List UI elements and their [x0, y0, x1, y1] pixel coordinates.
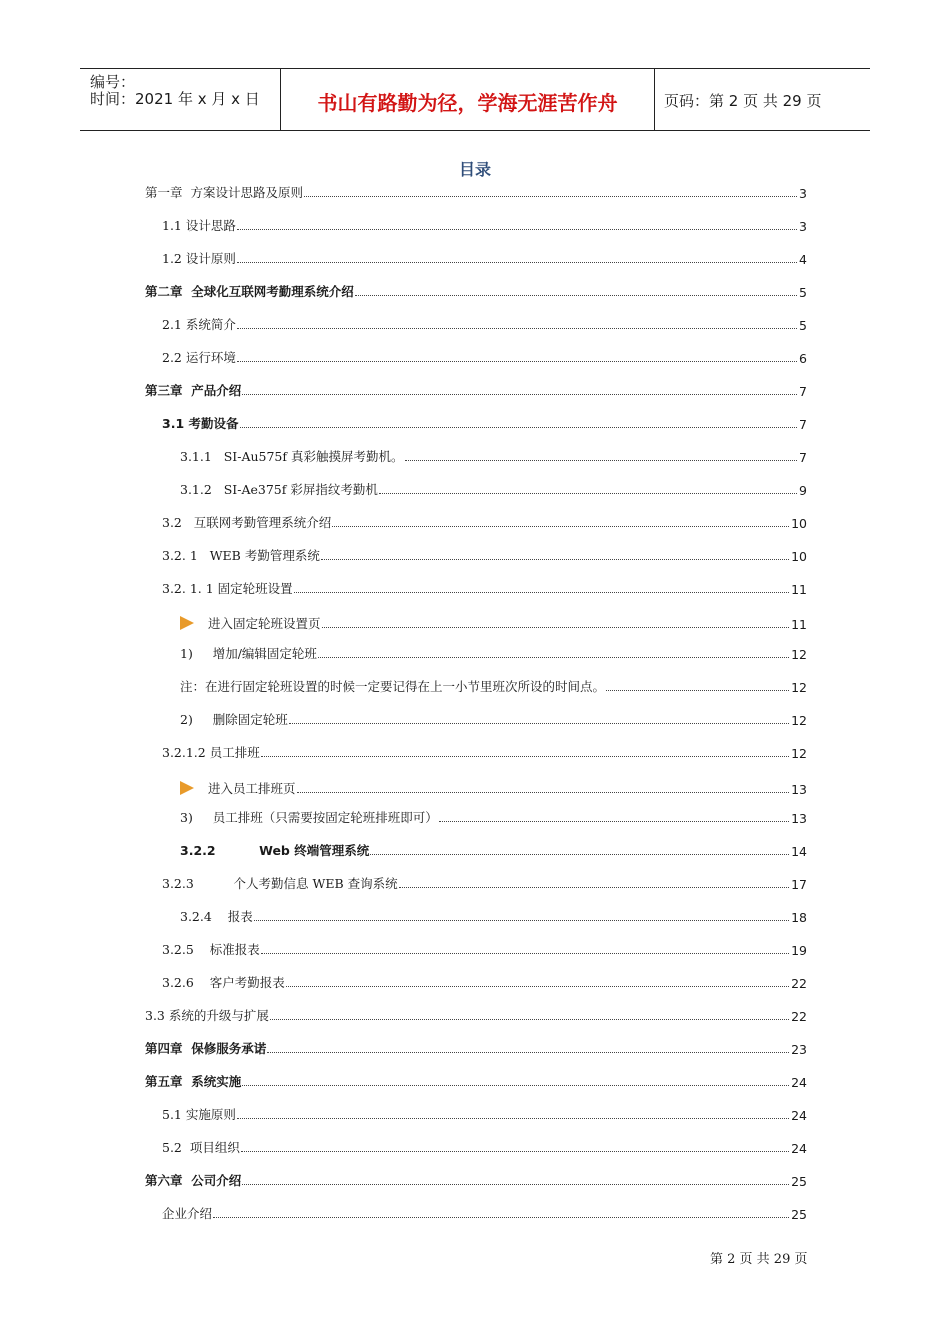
- toc-entry[interactable]: [180, 612, 807, 632]
- header-center-cell: [280, 69, 655, 130]
- toc-entry-page: 7: [799, 384, 807, 399]
- toc-entry-text: 3.2. 1 WEB 考勤管理系统: [162, 548, 320, 563]
- toc-title: 目录: [458, 160, 491, 179]
- toc-entry-text: 第六章 公司介绍: [145, 1173, 242, 1188]
- toc-entry[interactable]: [180, 806, 807, 826]
- leader-dots: [254, 920, 789, 921]
- leader-dots: [237, 229, 797, 230]
- toc-entry-text: 3) 员工排班（只需要按固定轮班排班即可）: [180, 810, 438, 825]
- leader-dots: [242, 394, 797, 395]
- toc-entry-text: 注：在进行固定轮班设置的时候一定要记得在上一小节里班次所设的时间点。: [180, 679, 606, 694]
- leader-dots: [322, 627, 790, 628]
- toc-entry[interactable]: [162, 872, 807, 892]
- toc-entry[interactable]: [180, 675, 807, 695]
- page-header: [80, 68, 870, 131]
- toc-entry-page: 3: [799, 219, 807, 234]
- toc-entry[interactable]: [162, 577, 807, 597]
- leader-dots: [261, 953, 789, 954]
- toc-entry-text: 企业介绍: [162, 1206, 213, 1221]
- toc-entry-page: 10: [791, 549, 807, 564]
- toc-entry[interactable]: [180, 708, 807, 728]
- leader-dots: [399, 887, 789, 888]
- date-label: 时间：2021 年 x 月 x 日: [90, 90, 260, 108]
- toc-entry-page: 13: [791, 811, 807, 826]
- toc-entry-text: 第四章 保修服务承诺: [145, 1041, 267, 1056]
- toc-entry[interactable]: [162, 511, 807, 531]
- toc-entry[interactable]: [162, 971, 807, 991]
- toc-entry-text: 2.2 运行环境: [162, 350, 236, 365]
- toc-entry-text: 3.2.6 客户考勤报表: [162, 975, 285, 990]
- toc-entry-page: 7: [799, 417, 807, 432]
- leader-dots: [242, 1184, 789, 1185]
- toc-entry-page: 24: [791, 1141, 807, 1156]
- toc-entry-page: 23: [791, 1042, 807, 1057]
- toc-entry-page: 24: [791, 1108, 807, 1123]
- serial-label: 编号：: [90, 73, 136, 91]
- toc-entry[interactable]: [162, 1136, 807, 1156]
- toc-entry-page: 12: [791, 713, 807, 728]
- leader-dots: [267, 1052, 789, 1053]
- toc-entry-text: 3.2.2 Web 终端管理系统: [180, 843, 370, 858]
- toc-entry-text: 2.1 系统简介: [162, 317, 236, 332]
- toc-entry-page: 5: [799, 318, 807, 333]
- toc-entry-page: 25: [791, 1207, 807, 1222]
- toc-entry[interactable]: [162, 214, 807, 234]
- toc-entry-page: 11: [791, 617, 807, 632]
- leader-dots: [237, 262, 797, 263]
- leader-dots: [332, 526, 789, 527]
- header-right-cell: [654, 69, 870, 130]
- leader-dots: [294, 592, 789, 593]
- toc-entry-text: 第一章 方案设计思路及原则: [145, 185, 303, 200]
- leader-dots: [270, 1019, 789, 1020]
- toc-entry-page: 4: [799, 252, 807, 267]
- leader-dots: [370, 854, 789, 855]
- leader-dots: [379, 493, 797, 494]
- leader-dots: [240, 427, 798, 428]
- toc-entry-page: 12: [791, 680, 807, 695]
- leader-dots: [304, 196, 797, 197]
- toc-entry-page: 11: [791, 582, 807, 597]
- toc-entry-page: 7: [799, 450, 807, 465]
- toc-entry[interactable]: [162, 544, 807, 564]
- toc-entry-text: 3.2. 1. 1 固定轮班设置: [162, 581, 293, 596]
- toc-entry-page: 24: [791, 1075, 807, 1090]
- toc-entry-page: 12: [791, 746, 807, 761]
- triangle-arrow-icon: [180, 781, 194, 795]
- toc-entry-text: 3.3 系统的升级与扩展: [145, 1008, 269, 1023]
- leader-dots: [405, 460, 798, 461]
- toc-entry-text: 3.2.5 标准报表: [162, 942, 260, 957]
- toc-entry-text: 1.2 设计原则: [162, 251, 236, 266]
- toc-entry-page: 3: [799, 186, 807, 201]
- leader-dots: [606, 690, 789, 691]
- toc-entry[interactable]: [145, 181, 807, 201]
- triangle-arrow-icon: [180, 616, 194, 630]
- leader-dots: [321, 559, 789, 560]
- header-left-cell: [80, 69, 280, 130]
- toc-entry-page: 5: [799, 285, 807, 300]
- toc-entry-text: 1) 增加/编辑固定轮班: [180, 646, 317, 661]
- toc-entry[interactable]: [180, 777, 807, 797]
- toc-entry-page: 10: [791, 516, 807, 531]
- toc-entry-page: 9: [799, 483, 807, 498]
- leader-dots: [439, 821, 789, 822]
- toc-entry[interactable]: [162, 412, 807, 432]
- toc-entry-text: 2) 删除固定轮班: [180, 712, 288, 727]
- toc-entry-text: 进入固定轮班设置页: [208, 616, 321, 631]
- toc-entry-text: 5.2 项目组织: [162, 1140, 240, 1155]
- toc-entry[interactable]: [162, 1202, 807, 1222]
- toc-entry[interactable]: [180, 839, 807, 859]
- toc-entry[interactable]: [162, 247, 807, 267]
- toc-entry[interactable]: [180, 905, 807, 925]
- toc-entry-text: 3.1.2 SI-Ae375f 彩屏指纹考勤机: [180, 482, 378, 497]
- toc-entry-text: 3.1 考勤设备: [162, 416, 239, 431]
- toc-entry-page: 22: [791, 1009, 807, 1024]
- toc-entry-text: 进入员工排班页: [208, 781, 296, 796]
- toc-entry-page: 17: [791, 877, 807, 892]
- toc-entry[interactable]: [145, 1037, 807, 1057]
- page-number-label: 页码：第 2 页 共 29 页: [664, 92, 822, 110]
- leader-dots: [261, 756, 789, 757]
- toc-entry-text: 第五章 系统实施: [145, 1074, 242, 1089]
- page-footer: 第 2 页 共 29 页: [710, 1252, 808, 1267]
- toc-entry-page: 19: [791, 943, 807, 958]
- toc-entry[interactable]: [162, 346, 807, 366]
- leader-dots: [289, 723, 789, 724]
- toc-entry-page: 14: [791, 844, 807, 859]
- toc-entry-text: 第三章 产品介绍: [145, 383, 242, 398]
- leader-dots: [237, 361, 797, 362]
- toc-entry[interactable]: [162, 313, 807, 333]
- toc-entry-text: 3.1.1 SI-Au575f 真彩触摸屏考勤机。: [180, 449, 404, 464]
- toc-entry-text: 3.2.1.2 员工排班: [162, 745, 260, 760]
- toc-entry-text: 3.2.3 个人考勤信息 WEB 查询系统: [162, 876, 398, 891]
- toc-entry-page: 12: [791, 647, 807, 662]
- toc-entry-text: 5.1 实施原则: [162, 1107, 236, 1122]
- toc-entry[interactable]: [180, 642, 807, 662]
- toc-entry-text: 3.2.4 报表: [180, 909, 253, 924]
- toc-entry[interactable]: [162, 1103, 807, 1123]
- leader-dots: [355, 295, 797, 296]
- toc-entry[interactable]: [180, 478, 807, 498]
- toc-entry-page: 18: [791, 910, 807, 925]
- leader-dots: [297, 792, 790, 793]
- toc-entry[interactable]: [162, 938, 807, 958]
- leader-dots: [318, 657, 789, 658]
- toc-entry[interactable]: [145, 1169, 807, 1189]
- toc-entry-page: 22: [791, 976, 807, 991]
- leader-dots: [241, 1151, 789, 1152]
- toc-entry-text: 1.1 设计思路: [162, 218, 236, 233]
- leader-dots: [237, 328, 797, 329]
- leader-dots: [213, 1217, 789, 1218]
- toc-entry[interactable]: [145, 1070, 807, 1090]
- leader-dots: [237, 1118, 789, 1119]
- motto-text: 书山有路勤为径，学海无涯苦作舟: [317, 91, 618, 115]
- toc-entry-page: 13: [791, 782, 807, 797]
- toc-entry[interactable]: [145, 379, 807, 399]
- toc-entry-text: 第二章 全球化互联网考勤理系统介绍: [145, 284, 354, 299]
- leader-dots: [242, 1085, 789, 1086]
- toc-entry[interactable]: [180, 445, 807, 465]
- toc-entry[interactable]: [145, 280, 807, 300]
- toc-entry-page: 25: [791, 1174, 807, 1189]
- toc-entry[interactable]: [145, 1004, 807, 1024]
- toc-entry-page: 6: [799, 351, 807, 366]
- toc-entry[interactable]: [162, 741, 807, 761]
- leader-dots: [286, 986, 789, 987]
- toc-entry-text: 3.2 互联网考勤管理系统介绍: [162, 515, 332, 530]
